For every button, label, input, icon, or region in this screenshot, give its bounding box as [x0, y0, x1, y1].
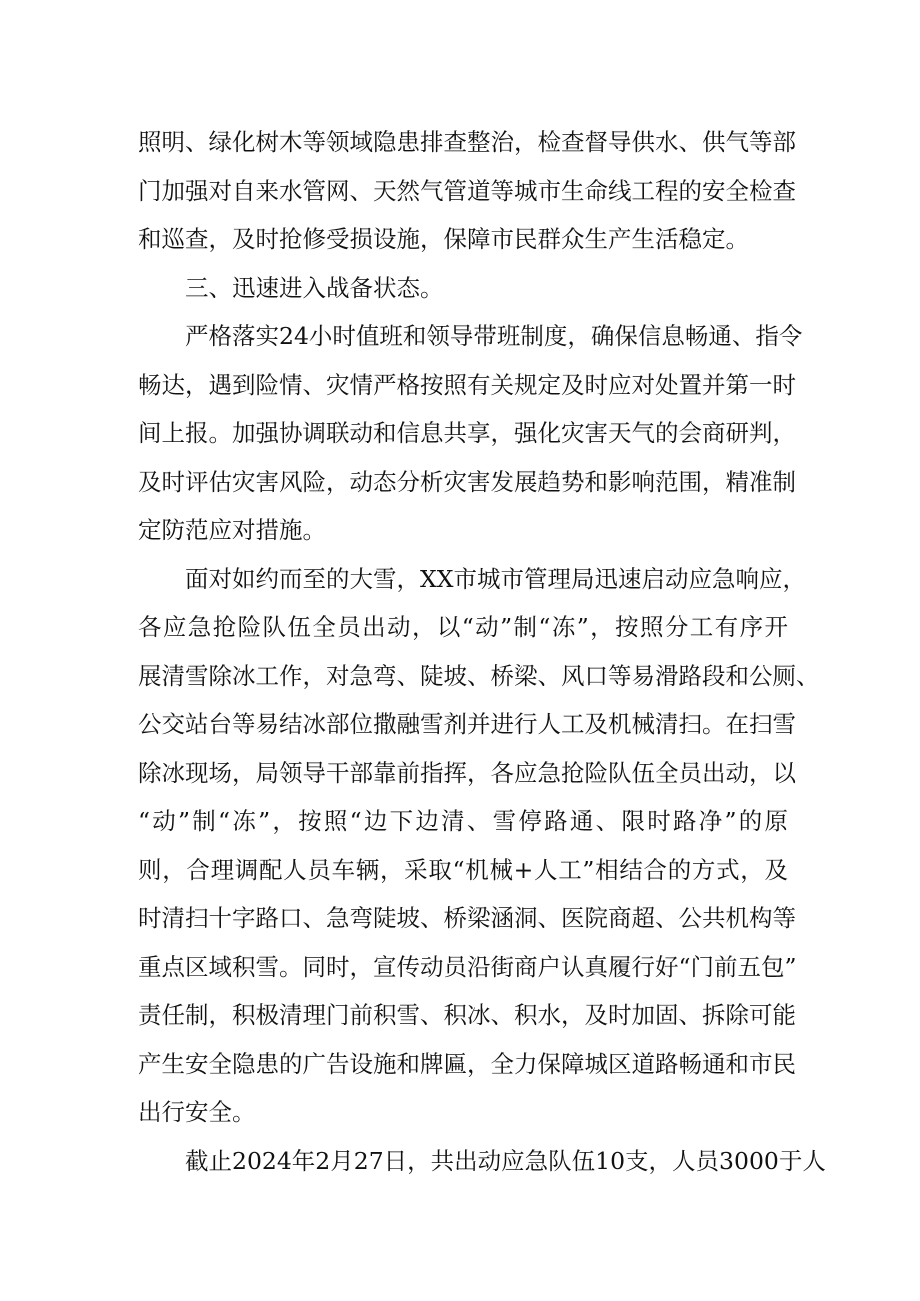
section-heading: 三、迅速进入战备状态。	[185, 273, 444, 302]
text-line: 重点区域积雪。同时，宣传动员沿街商户认真履行好“门前五包”	[138, 952, 797, 981]
text-line: 及时评估灾害风险，动态分析灾害发展趋势和影响范围，精准制	[138, 467, 796, 496]
text-line: 门加强对自来水管网、天然气管道等城市生命线工程的安全检查	[138, 176, 796, 205]
text-line: 照明、绿化树木等领域隐患排查整治，检查督导供水、供气等部	[138, 128, 796, 156]
text-line: 严格落实24小时值班和领导带班制度，确保信息畅通、指令	[185, 322, 803, 350]
text-line: “动”制“冻”，按照“边下边清、雪停路通、限时路净”的原	[138, 807, 788, 835]
text-line: 间上报。加强协调联动和信息共享，强化灾害天气的会商研判，	[138, 419, 796, 447]
text-line: 展清雪除冰工作，对急弯、陡坡、桥梁、风口等易滑路段和公厕、	[138, 661, 820, 690]
text-line: 出行安全。	[138, 1098, 256, 1126]
document-body	[138, 118, 826, 1185]
text-line: 产生安全隐患的广告设施和牌匾，全力保障城区道路畅通和市民	[138, 1049, 796, 1078]
text-line: 时清扫十字路口、急弯陡坡、桥梁涵洞、医院商超、公共机构等	[138, 904, 796, 932]
text-line: 截止2024年2月27日，共出动应急队伍10支，人员3000于人	[185, 1146, 826, 1175]
text-line: 公交站台等易结冰部位撒融雪剂并进行人工及机械清扫。在扫雪	[138, 710, 796, 738]
text-line: 面对如约而至的大雪，XX市城市管理局迅速启动应急响应，	[185, 564, 806, 593]
text-line: 除冰现场，局领导干部靠前指挥，各应急抢险队伍全员出动，以	[138, 758, 796, 787]
text-line: 畅达，遇到险情、灾情严格按照有关规定及时应对处置并第一时	[138, 370, 796, 399]
text-line: 各应急抢险队伍全员出动，以“动”制“冻”，按照分工有序开	[138, 613, 788, 641]
text-line: 则，合理调配人员车辆，采取“机械+人工”相结合的方式，及	[138, 855, 788, 884]
text-line: 责任制，积极清理门前积雪、积冰、积水，及时加固、拆除可能	[138, 1001, 796, 1029]
text-line: 和巡查，及时抢修受损设施，保障市民群众生产生活稳定。	[138, 225, 749, 253]
text-line: 定防范应对措施。	[138, 516, 326, 544]
